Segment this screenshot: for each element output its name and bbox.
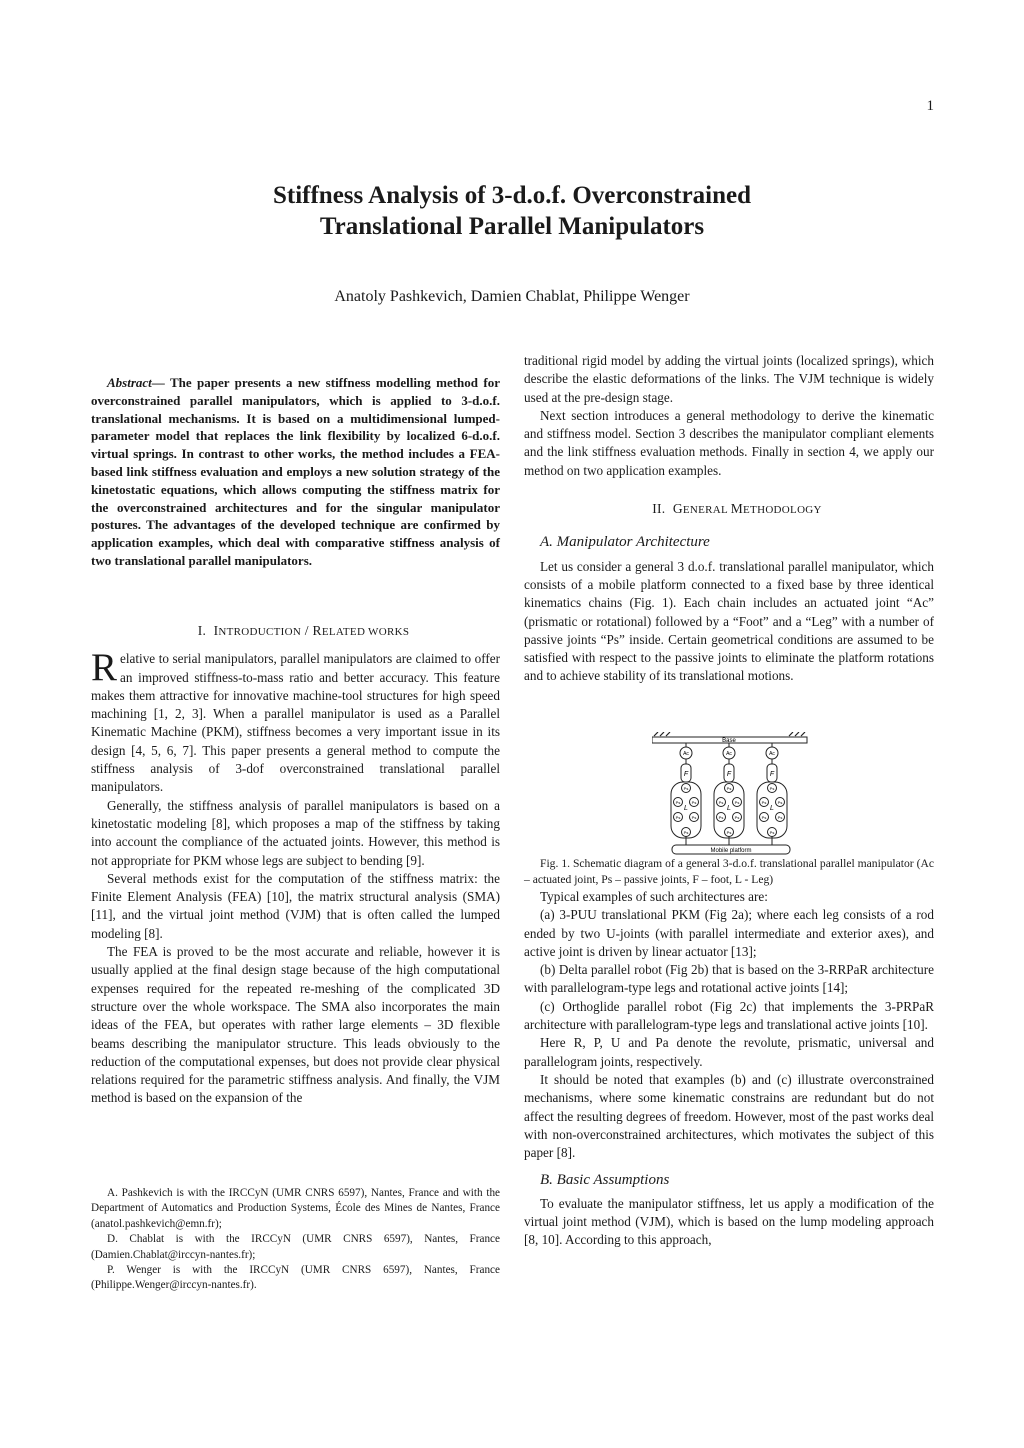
subsection-b-paragraph-1: To evaluate the manipulator stiffness, let us apply a modification of the virtual joint method (VJM), which is based on the lump modeling approach [8, 10]. According to this approach, <box>524 1195 934 1248</box>
subsection-a-paragraph-7: It should be noted that examples (b) and (c) illustrate overconstrained mechanisms, where some kinematic constrains are redundant but do not affect the resulting degrees of freedom. However, most of the past works deal with non-overconstrained architectures, which motivates the subject of this paper [8]. <box>524 1071 934 1161</box>
svg-text:Ps: Ps <box>683 830 689 835</box>
section-2-heading: II. GENERAL METHODOLOGY <box>652 501 822 517</box>
abstract-text: — The paper presents a new stiffness modelling method for overconstrained parallel manipulators, which is applied to 3-d.o.f. translational mechanisms. It is based on a multidimensional lumped-parameter model that replaces the link flexibility by localized 6-d.o.f. virtual springs. In contrast to other works, the method includes a FEA-based link stiffness evaluation and employs a new solution strategy of the kinetostatic equations, which allows computing the stiffness matrix for the overconstrained architectures and for the singular manipulator postures. The advantages of the developed technique are confirmed by application examples, which deal with comparative stiffness analysis of two translational parallel manipulators. <box>91 375 500 568</box>
svg-text:Ac: Ac <box>769 751 775 757</box>
svg-text:Ps: Ps <box>691 800 697 805</box>
section-1-paragraph-1: Relative to serial manipulators, parallel manipulators are claimed to offer an improved stiffness-to-mass ratio and better accuracy. This feature makes them attractive for innovative machine-tool structures for high speed machining [1, 2, 3]. When a parallel manipulator is used as a Parallel Kinematic Machine (PKM), stiffness becomes a very important issue in its design [4, 5, 6, 7]. This paper presents a general method to compute the stiffness analysis of 3-dof overconstrained translational parallel manipulators. <box>91 646 500 795</box>
svg-text:Ps: Ps <box>777 800 783 805</box>
svg-text:Ac: Ac <box>683 751 689 757</box>
chain-2 <box>714 743 744 845</box>
svg-text:Ps: Ps <box>726 830 732 835</box>
svg-text:Ps: Ps <box>718 800 724 805</box>
platform-label: Mobile platform <box>710 848 752 854</box>
figure-1-caption: Fig. 1. Schematic diagram of a general 3-d.o.f. translational parallel manipulator (Ac – actuated joint, Ps – passive joints, F – foot, L - Leg) <box>524 857 934 886</box>
footnote-2: D. Chablat is with the IRCCyN (UMR CNRS 6597), Nantes, France (Damien.Chablat@irccyn-nantes.fr); <box>91 1233 500 1261</box>
base-label: Base <box>722 738 736 744</box>
footnotes <box>91 1186 500 1294</box>
svg-text:Ps: Ps <box>761 815 767 820</box>
svg-text:Ps: Ps <box>734 800 740 805</box>
svg-text:L: L <box>684 805 688 812</box>
svg-text:L: L <box>727 805 731 812</box>
subsection-a-paragraph-1: Let us consider a general 3 d.o.f. translational parallel manipulator, which consists of a mobile platform connected to a fixed base by three identical kinematics chains (Fig. 1). Each chain includes an actuated joint “Ac” (prismatic or rotational) followed by a “Foot” and a “Leg” with a number of passive joints “Ps” inside. Certain geometrical conditions are assumed to be satisfied with respect to the passive joints to eliminate the platform rotations and to achieve stability of its translational motions. <box>524 558 934 684</box>
svg-text:Ps: Ps <box>734 815 740 820</box>
svg-text:Ps: Ps <box>718 815 724 820</box>
subsection-a-heading: A. Manipulator Architecture <box>540 534 710 551</box>
subsection-a-paragraph-4: (b) Delta parallel robot (Fig 2b) that is based on the 3-RRPaR architecture with parallelogram-type legs and rotational active joints [14]; <box>524 962 934 996</box>
subsection-a-paragraph-6: Here R, P, U and Pa denote the revolute, prismatic, universal and parallelogram joints, respectively. <box>524 1035 934 1069</box>
manipulator-diagram <box>652 732 812 856</box>
left-column <box>91 622 500 1108</box>
chain-3 <box>757 743 787 845</box>
svg-text:Ps: Ps <box>683 786 689 791</box>
section-1-paragraph-2: Generally, the stiffness analysis of parallel manipulators is based on a kinetostatic modeling [8], which proposes a map of the stiffness by taking into account the compliance of the actuated joints. However, this method is not appropriate for PKM whose legs are subject to bending [9]. <box>91 797 500 868</box>
drop-cap: R <box>91 646 118 690</box>
abstract-label: Abstract <box>107 375 152 390</box>
footnote-1: A. Pashkevich is with the IRCCyN (UMR CNRS 6597), Nantes, France and with the Department of Automatics and Production Systems, École des Mines de Nantes, France (anatol.pashkevich@emn.fr); <box>91 1187 500 1230</box>
title-line-1: Stiffness Analysis of 3-d.o.f. Overconstrained <box>272 182 752 209</box>
svg-text:Ps: Ps <box>726 786 732 791</box>
section-1-paragraph-3: Several methods exist for the computation of the stiffness matrix: the Finite Element Analysis (FEA) [10], the matrix structural analysis (SMA) [11], and the virtual joint method (VJM) that is often called the lumped modeling [8]. <box>91 870 500 941</box>
svg-text:Ps: Ps <box>761 800 767 805</box>
subsection-a-paragraph-2: Typical examples of such architectures are: <box>540 889 768 904</box>
svg-text:Ps: Ps <box>769 830 775 835</box>
svg-text:Ps: Ps <box>769 786 775 791</box>
svg-text:Ps: Ps <box>691 815 697 820</box>
svg-text:L: L <box>770 805 774 812</box>
right-column-top <box>524 352 934 686</box>
svg-text:Ps: Ps <box>675 800 681 805</box>
footnote-3: P. Wenger is with the IRCCyN (UMR CNRS 6597), Nantes, France (Philippe.Wenger@irccyn-nantes.fr). <box>91 1264 500 1292</box>
svg-text:Ac: Ac <box>726 751 732 757</box>
abstract <box>91 374 500 570</box>
section-1-paragraph-4: The FEA is proved to be the most accurate and reliable, however it is usually applied at the final design stage because of the high computational expenses required for the repeated re-meshing of the complicated 3D structure over the whole workspace. The SMA also incorporates the main ideas of the FEA, but operates with rather large elements – 3D flexible beams describing the manipulator structure. This leads obviously to the reduction of the computational expenses, but does not provide clear physical relations required for the parametric stiffness analysis. And finally, the VJM method is based on the expansion of the <box>91 944 500 1106</box>
base-hatching <box>654 732 805 736</box>
title-line-2: Translational Parallel Manipulators <box>319 213 705 240</box>
authors: Anatoly Pashkevich, Damien Chablat, Philippe Wenger <box>334 288 690 305</box>
right-paragraph-1: traditional rigid model by adding the virtual joints (localized springs), which describe the elastic deformations of the links. The VJM technique is widely used at the pre-design stage. <box>524 353 934 405</box>
svg-text:Ps: Ps <box>675 815 681 820</box>
paper-title <box>0 180 1024 242</box>
svg-text:Ps: Ps <box>777 815 783 820</box>
subsection-b-heading: B. Basic Assumptions <box>540 1172 670 1189</box>
svg-text:F: F <box>769 771 775 778</box>
chain-1 <box>671 743 701 845</box>
right-paragraph-2: Next section introduces a general methodology to derive the kinematic and stiffness model. Section 3 describes the manipulator compliant elements and the link stiffness evaluation methods. Finally in section 4, we apply our method on two application examples. <box>524 407 934 478</box>
subsection-a-paragraph-5: (c) Orthoglide parallel robot (Fig 2c) that implements the 3-PRPaR architecture with parallelogram-type legs and translational active joints [10]. <box>524 998 934 1033</box>
page-number: 1 <box>926 98 934 114</box>
svg-text:F: F <box>683 771 689 778</box>
section-1-heading: I. INTRODUCTION / RELATED WORKS <box>197 623 410 638</box>
subsection-a-paragraph-3: (a) 3-PUU translational PKM (Fig 2a); where each leg consists of a rod ended by two U-joints (with parallel intermediate and exterior axes), and active joint is driven by linear actuator [13]; <box>524 907 934 959</box>
figure-1 <box>652 732 812 856</box>
svg-text:F: F <box>726 771 732 778</box>
right-column-bottom <box>524 856 934 1250</box>
